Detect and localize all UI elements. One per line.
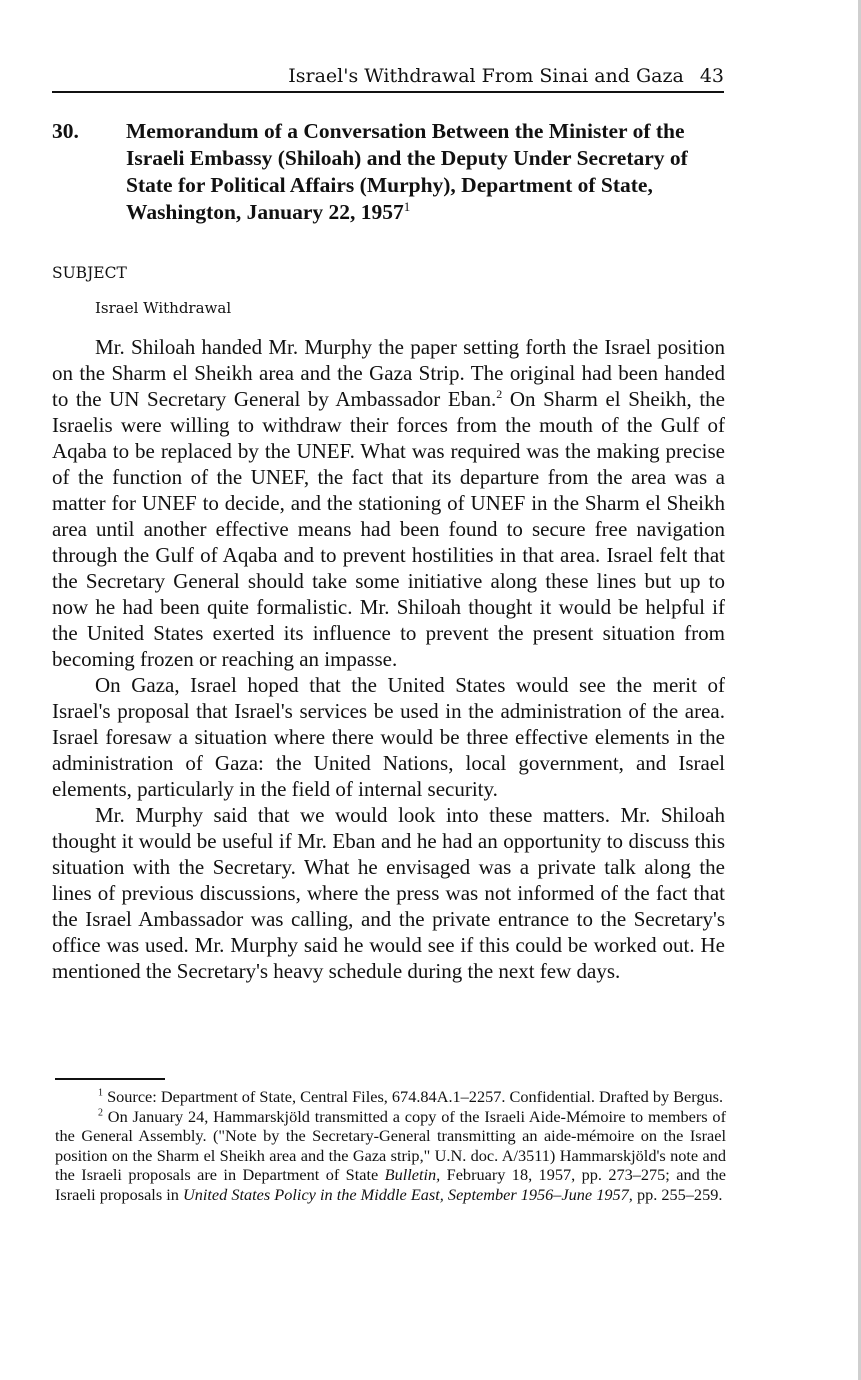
footnotes <box>55 1087 726 1204</box>
subject-text: Israel Withdrawal <box>95 299 232 317</box>
footnote <box>55 1107 726 1205</box>
running-head <box>52 62 724 93</box>
footnote-divider <box>55 1078 165 1080</box>
footnote-italic: United States Policy in the Middle East, September 1956–June 1957, <box>182 1184 633 1204</box>
paragraph-text: Mr. Shiloah handed Mr. Murphy the paper setting forth the Israel position on the Sharm el Sheikh area and the Gaza Strip. The original had been handed to the UN Secretary General by Ambassador Eban. <box>52 335 725 411</box>
body-paragraph: Mr. Murphy said that we would look into these matters. Mr. Shiloah thought it would be useful if Mr. Eban and he had an opportunity to discuss this situation with the Secretary. What he envisaged was a private talk along the lines of previous discussions, where the press was not informed of the fact that the Israel Ambassador was calling, and the private entrance to the Secretary's office was used. Mr. Murphy said he would see if this could be worked out. He mentioned the Secretary's heavy schedule during the next few days. <box>52 803 725 983</box>
document-number: 30. <box>52 119 79 143</box>
footnote-text: Source: Department of State, Central Files, 674.84A.1–2257. Confidential. Drafted by Bergus. <box>103 1087 724 1106</box>
footnote-text: pp. 255–259. <box>632 1184 723 1204</box>
footnote-ref: 1 <box>403 198 411 214</box>
body-paragraph: On Gaza, Israel hoped that the United States would see the merit of Israel's proposal that Israel's services be used in the administration of the area. Israel foresaw a situation where there would be three effective elements in the administration of Gaza: the United Nations, local government, and Israel elements, particularly in the field of internal security. <box>52 673 725 801</box>
memorandum-body <box>52 334 725 984</box>
footnote-number: 1 <box>98 1087 103 1099</box>
footnote <box>55 1087 726 1107</box>
footnote-italic: Bulletin, <box>384 1165 441 1184</box>
paragraph-text: On Sharm el Sheikh, the Israelis were willing to withdraw their forces from the mouth of the Gulf of Aqaba to be replaced by the UNEF. What was required was the making precise of the function of the UNEF, the fact that its departure from the area was a matter for UNEF to decide, and the stationing of UNEF in the Sharm el Sheikh area until another effective means had been found to secure free navigation through the Gulf of Aqaba and to prevent hostilities in that area. Israel felt that the Secretary General should take some initiative along these lines but up to now he had been quite formalistic. Mr. Shiloah thought it would be helpful if the United States exerted its influence to prevent the present situation from becoming frozen or reaching an impasse. <box>52 387 725 671</box>
footnote-text: February 18, 1957, pp. 273–275; and the Israeli proposals in <box>55 1165 727 1204</box>
running-head-title: Israel's Withdrawal From Sinai and Gaza <box>288 65 684 87</box>
body-paragraph <box>52 334 725 672</box>
document-title <box>126 118 716 226</box>
footnote-number: 2 <box>98 1107 103 1119</box>
footnote-text: On January 24, Hammarskjöld transmitted a copy of the Israeli Aide-Mémoire to members of the General Assembly. ("Note by the Secretary-General transmitting an aide-mémoire on the Israel position on the Sharm el Sheikh area and the Gaza strip," U.N. doc. A/3511) Hammarskjöld's note and the Israeli proposals are in Department of State <box>55 1106 726 1184</box>
footnote-ref: 2 <box>496 387 503 401</box>
subject-label: SUBJECT <box>52 264 127 282</box>
document-title-text: Memorandum of a Conversation Between the Minister of the Israeli Embassy (Shiloah) and the Deputy Under Secretary of State for Political Affairs (Murphy), Department of State, Washington, January 22, 1957 <box>126 119 688 224</box>
page-number: 43 <box>699 65 724 87</box>
